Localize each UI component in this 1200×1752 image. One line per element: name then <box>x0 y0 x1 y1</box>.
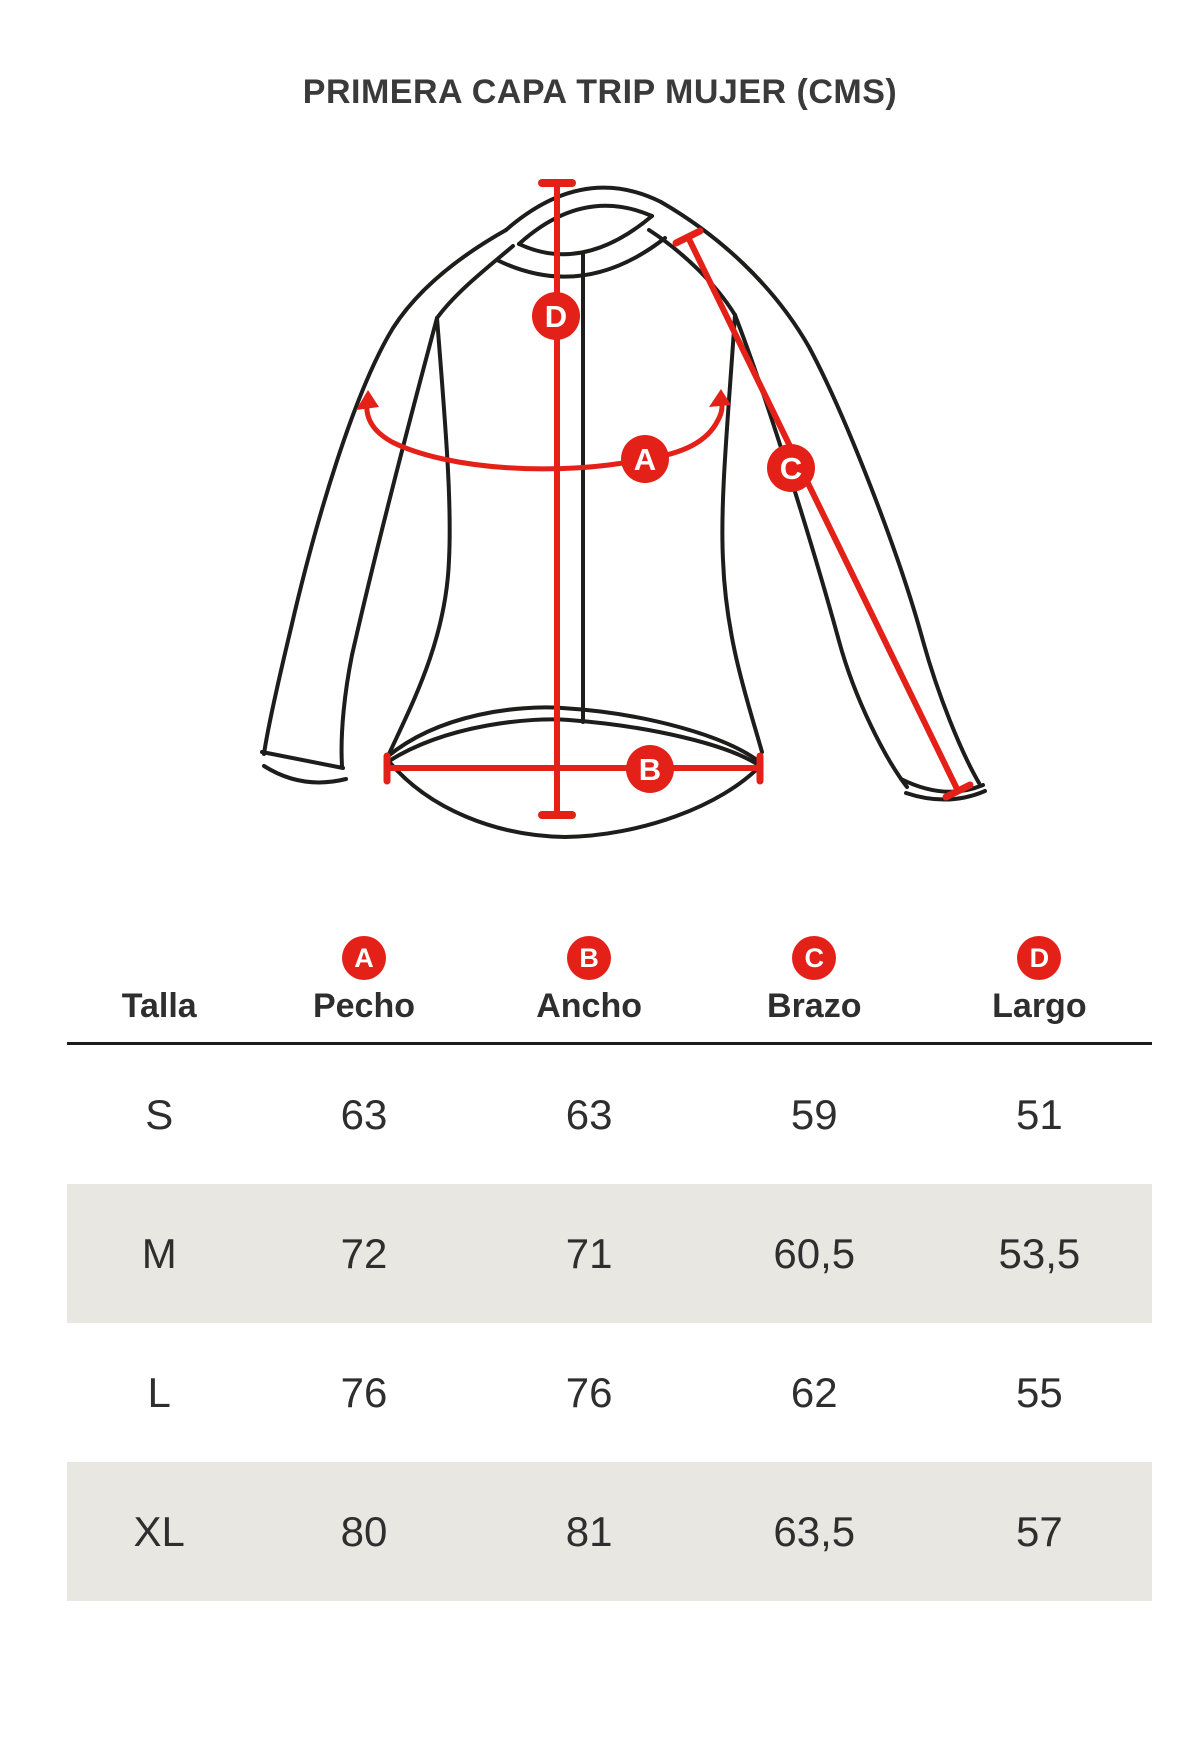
value-cell: 59 <box>790 1090 838 1138</box>
sleeve-left-outer <box>264 230 506 754</box>
cuff-left-bottom <box>264 766 346 782</box>
value-cell: 63 <box>340 1090 388 1138</box>
value-cell: 76 <box>565 1368 613 1416</box>
value-cell: 57 <box>1016 1507 1063 1555</box>
cuff-left-top <box>262 752 343 768</box>
column-label-ancho: Ancho <box>536 987 643 1025</box>
jersey-measurement-diagram <box>0 140 1200 850</box>
measure-line-b <box>387 756 760 781</box>
column-label-largo: Largo <box>992 987 1087 1025</box>
column-label-pecho: Pecho <box>312 987 416 1025</box>
diagram-badge-a <box>621 435 669 483</box>
value-cell: 63 <box>565 1090 613 1138</box>
value-cell: 55 <box>1016 1368 1063 1416</box>
header-badge-b <box>567 936 611 980</box>
sleeve-left-inner <box>342 318 437 766</box>
badge-letter: B <box>579 942 599 973</box>
value-cell: 76 <box>340 1368 388 1416</box>
header-badge-a <box>342 936 386 980</box>
value-cell: 81 <box>565 1507 613 1555</box>
raglan-seam-left <box>437 246 513 318</box>
jersey-diagram-svg <box>0 140 1200 850</box>
jersey-outline <box>262 188 985 837</box>
sleeve-right-outer <box>661 202 979 783</box>
svg-text:A: A <box>633 442 657 477</box>
header-cell-largo <box>927 936 1152 1026</box>
badge-letter: A <box>354 942 374 973</box>
header-cell-brazo <box>702 936 927 1026</box>
svg-text:C: C <box>779 451 803 486</box>
diagram-badge-d <box>532 292 580 340</box>
size-cell: M <box>141 1229 177 1277</box>
size-cell: S <box>145 1090 174 1138</box>
badge-letter: D <box>1029 942 1050 973</box>
value-cell: 80 <box>340 1507 388 1555</box>
badge-letter: C <box>804 942 824 973</box>
header-cell-pecho <box>251 936 476 1026</box>
header-cell-ancho <box>477 936 702 1026</box>
header-badge-d <box>1017 936 1061 980</box>
table-row-xl <box>67 1462 1152 1601</box>
value-cell: 53,5 <box>998 1229 1081 1277</box>
size-cell: L <box>147 1368 171 1416</box>
diagram-badges <box>532 292 815 793</box>
value-cell: 51 <box>1016 1090 1063 1138</box>
value-cell: 60,5 <box>773 1229 856 1277</box>
value-cell: 62 <box>790 1368 838 1416</box>
column-label-brazo: Brazo <box>767 987 862 1025</box>
size-column-label: Talla <box>121 987 197 1025</box>
svg-text:B: B <box>638 752 662 787</box>
header-cell-talla <box>67 987 251 1026</box>
value-cell: 72 <box>340 1229 388 1277</box>
diagram-badge-c <box>767 444 815 492</box>
table-header-row <box>67 936 1152 1042</box>
table-row-s <box>67 1045 1152 1184</box>
table-row-l <box>67 1323 1152 1462</box>
measure-line-c <box>676 231 970 797</box>
page-title: PRIMERA CAPA TRIP MUJER (CMS) <box>302 73 898 111</box>
value-cell: 63,5 <box>773 1507 856 1555</box>
size-table <box>67 936 1152 1601</box>
header-badge-c <box>792 936 836 980</box>
table-row-m <box>67 1184 1152 1323</box>
neck-opening <box>519 216 652 254</box>
collar-rim <box>519 206 652 244</box>
value-cell: 71 <box>565 1229 613 1277</box>
size-cell: XL <box>133 1507 185 1555</box>
svg-text:D: D <box>544 299 568 334</box>
diagram-badge-b <box>626 745 674 793</box>
